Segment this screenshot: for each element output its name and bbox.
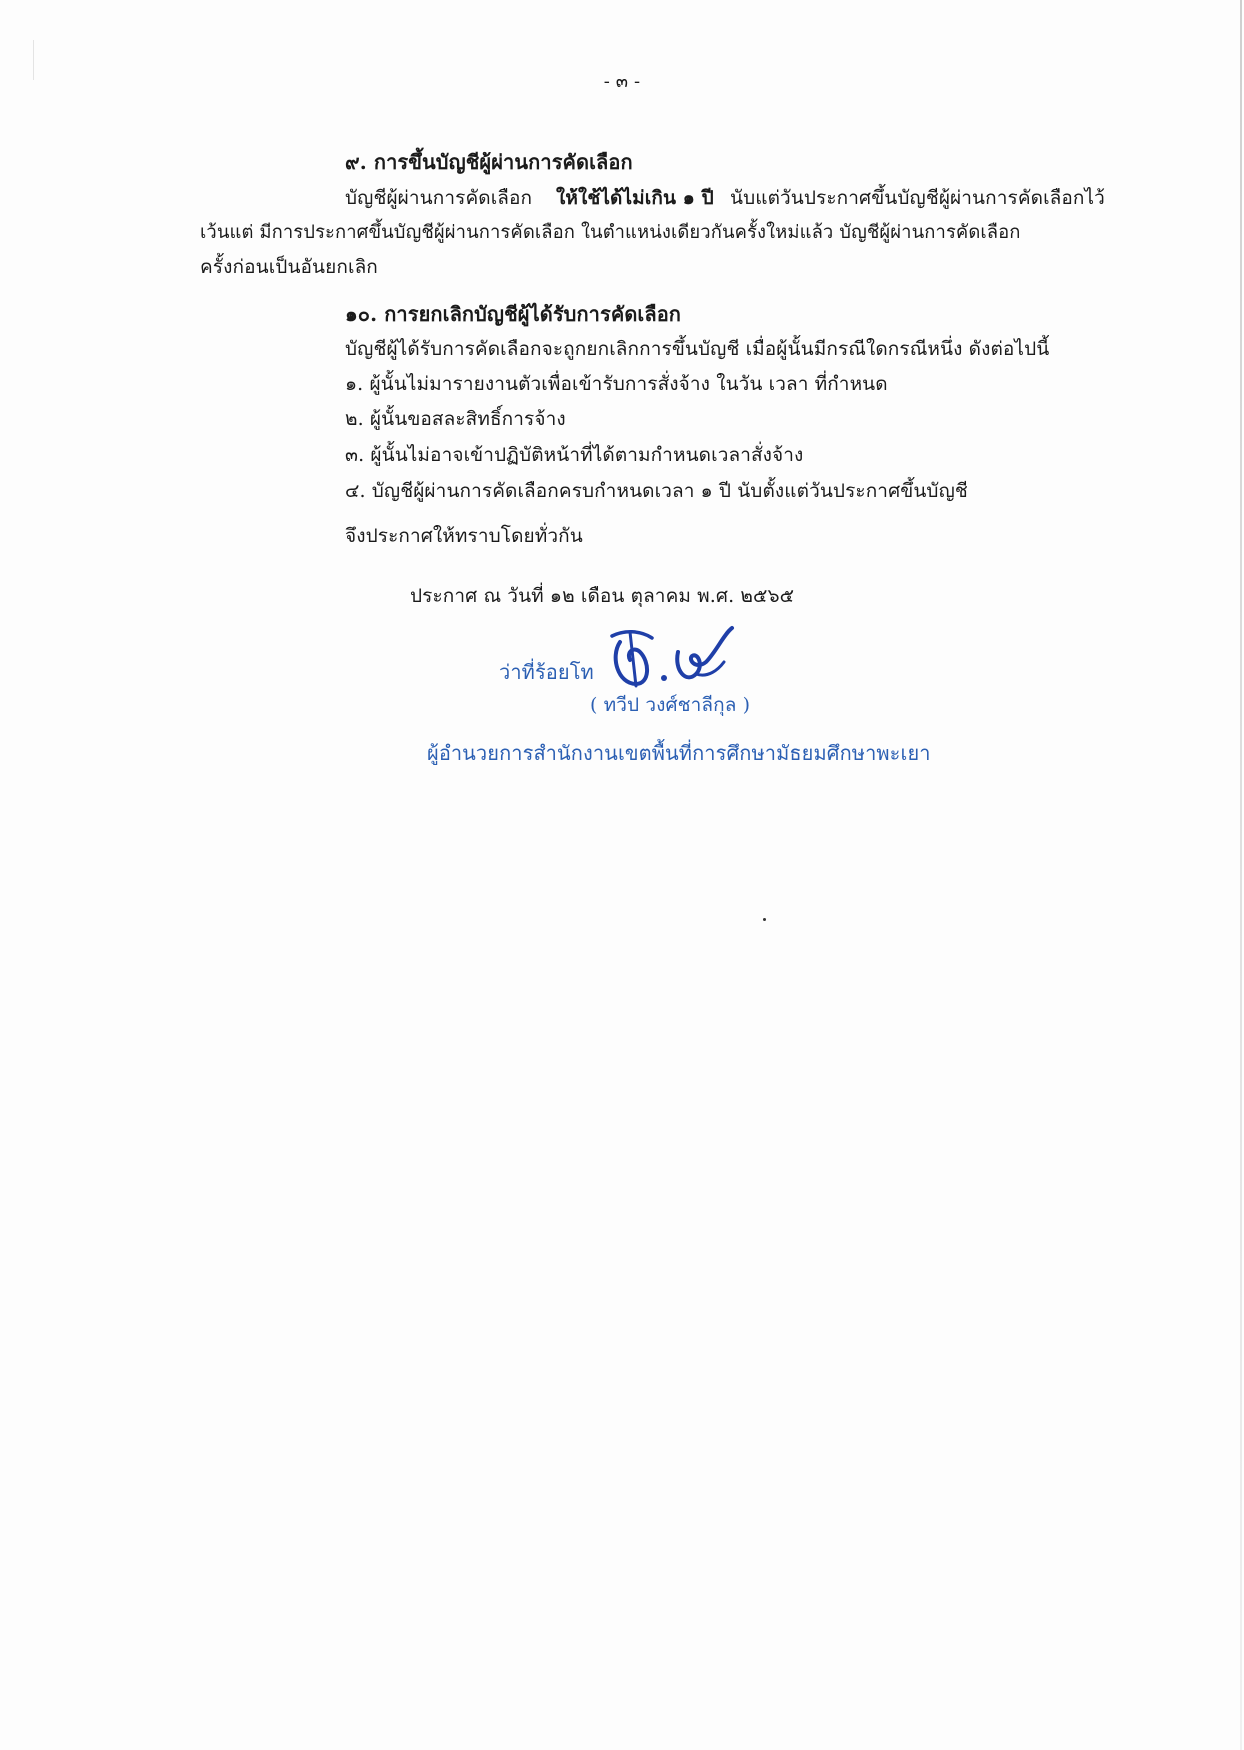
section-9-text-b: นับแต่วันประกาศขึ้นบัญชีผู้ผ่านการคัดเลือกไว้	[730, 187, 1105, 209]
page-number: - ๓ -	[603, 71, 641, 92]
section-9-text-bold: ให้ใช้ได้ไม่เกิน ๑ ปี	[556, 187, 714, 209]
announcement-date: ประกาศ ณ วันที่ ๑๒ เดือน ตุลาคม พ.ศ. ๒๕๖๕	[410, 585, 795, 607]
scan-edge-mark	[33, 40, 34, 80]
section-10-heading: ๑๐. การยกเลิกบัญชีผู้ได้รับการคัดเลือก	[345, 302, 682, 326]
section-10-item-4: ๔. บัญชีผู้ผ่านการคัดเลือกครบกำหนดเวลา ๑ ปี นับตั้งแต่วันประกาศขึ้นบัญชี	[345, 480, 968, 502]
closing-statement: จึงประกาศให้ทราบโดยทั่วกัน	[345, 525, 583, 547]
section-10-item-1: ๑. ผู้นั้นไม่มารายงานตัวเพื่อเข้ารับการสั่งจ้าง ในวัน เวลา ที่กำหนด	[345, 373, 888, 395]
signer-rank: ว่าที่ร้อยโท	[499, 660, 594, 684]
signer-position: ผู้อำนวยการสำนักงานเขตพื้นที่การศึกษามัธยมศึกษาพะเยา	[427, 741, 931, 765]
signer-name: ( ทวีป วงศ์ชาลีกุล )	[590, 694, 751, 716]
section-9-text-a: บัญชีผู้ผ่านการคัดเลือก	[345, 187, 533, 209]
section-9-heading: ๙. การขึ้นบัญชีผู้ผ่านการคัดเลือก	[345, 150, 633, 174]
stray-dot	[763, 918, 766, 921]
section-9-text-line-3: ครั้งก่อนเป็นอันยกเลิก	[200, 256, 378, 278]
handwritten-signature	[600, 622, 750, 697]
section-10-item-2: ๒. ผู้นั้นขอสละสิทธิ์การจ้าง	[345, 408, 566, 430]
section-9-text-line-2: เว้นแต่ มีการประกาศขึ้นบัญชีผู้ผ่านการคัดเลือก ในตำแหน่งเดียวกันครั้งใหม่แล้ว บัญชีผู้ผ่านการคัดเลือก	[200, 222, 1021, 243]
scan-right-edge	[1240, 0, 1242, 1750]
section-10-item-3: ๓. ผู้นั้นไม่อาจเข้าปฏิบัติหน้าที่ได้ตามกำหนดเวลาสั่งจ้าง	[345, 444, 804, 466]
section-10-intro: บัญชีผู้ได้รับการคัดเลือกจะถูกยกเลิกการขึ้นบัญชี เมื่อผู้นั้นมีกรณีใดกรณีหนึ่ง ดังต่อไปนี้	[345, 338, 1050, 360]
